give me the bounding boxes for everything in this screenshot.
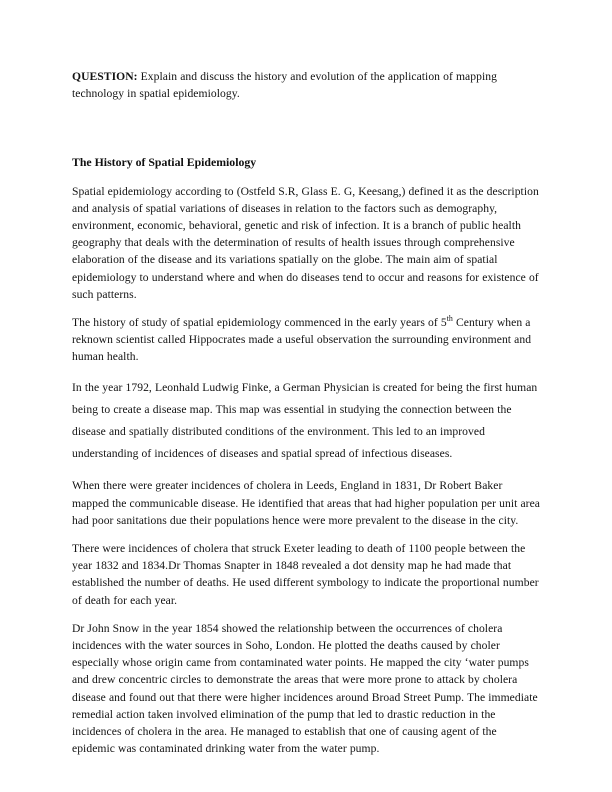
question-label: QUESTION: xyxy=(72,70,138,83)
question-prompt xyxy=(72,68,540,102)
document-body xyxy=(72,68,540,769)
paragraph-finke: In the year 1792, Leonhald Ludwig Finke, a German Physician is created for being the first human being to create a disease map. This map was essential in studying the connection between the disease and spatially distributed conditions of the environment. This led to an improved understanding of incidences of diseases and spatial spread of infectious diseases. xyxy=(72,380,538,461)
ordinal-suffix: th xyxy=(446,314,453,324)
section-spacer xyxy=(72,102,540,154)
hippocrates-text-after: Century when a reknown scientist called Hippocrates made a useful observation the surrounding environment and human health. xyxy=(72,316,532,364)
section-heading: The History of Spatial Epidemiology xyxy=(72,155,257,170)
paragraph-baker-leeds: When there were greater incidences of cholera in Leeds, England in 1831, Dr Robert Baker mapped the communicable disease. He identified that areas that had higher population per unit area had poor sanitations due their populations hence were more prevalent to the disease in the city. xyxy=(72,479,540,527)
paragraph-john-snow: Dr John Snow in the year 1854 showed the relationship between the occurrences of cholera incidences with the water sources in Soho, London. He plotted the deaths caused by choler especially whose origin came from contaminated water points. He mapped the city ‘water pumps and drew concentric circles to demonstrate the areas that were more prone to attack by cholera disease and found out that there were higher incidences around Broad Street Pump. The immediate remedial action taken involved elimination of the pump that led to drastic reduction in the incidences of cholera in the area. He managed to establish that one of causing agent of the epidemic was contaminated drinking water from the water pump. xyxy=(72,621,538,756)
hippocrates-text-before: The history of study of spatial epidemiology commenced in the early years of 5 xyxy=(72,316,447,330)
paragraph-definition: Spatial epidemiology according to (Ostfeld S.R, Glass E. G, Keesang,) defined it as the description and analysis of spatial variations of diseases in relation to the factors such as demography, environment, economic, behavioral, genetic and risk of infection. It is a branch of public health geography that deals with the determination of results of health issues through comprehensive elaboration of the disease and its variations spatially on the globe. The main aim of spatial epidemiology to understand where and when do diseases tend to occur and reasons for existence of such patterns. xyxy=(72,184,539,301)
paragraph-hippocrates xyxy=(72,314,540,366)
question-text: Explain and discuss the history and evolution of the application of mapping technology in spatial epidemiology. xyxy=(72,70,497,101)
paragraph-snapter-exeter: There were incidences of cholera that struck Exeter leading to death of 1100 people between the year 1832 and 1834.Dr Thomas Snapter in 1848 revealed a dot density map he had made that established the number of deaths. He used different symbology to indicate the proportional number of death for each year. xyxy=(72,542,539,607)
